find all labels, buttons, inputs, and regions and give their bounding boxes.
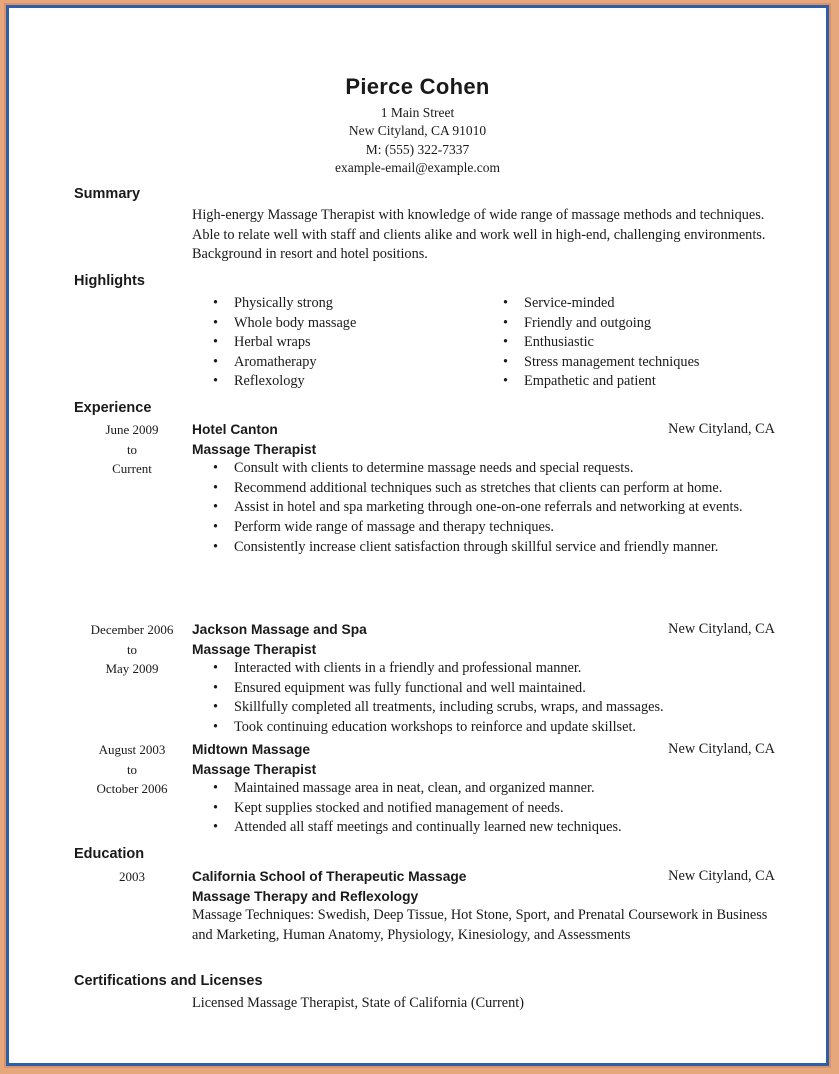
job-entry [192,620,775,738]
experience-heading: Experience [74,400,152,416]
job-dates [67,740,197,799]
highlight-item: • Aromatherapy [192,353,482,373]
job-bullet: • Consistently increase client satisfaction through skillful service and friendly manner. [192,538,775,558]
job-bullet: • Recommend additional techniques such as stretches that clients can perform at home. [192,479,775,499]
job-date-to: to [126,761,138,777]
job-bullet: • Maintained massage area in neat, clean, and organized manner. [192,779,775,799]
highlights-heading: Highlights [74,273,145,289]
job-bullet: • Took continuing education workshops to reinforce and update skillset. [192,718,775,738]
highlight-item: • Friendly and outgoing [482,314,782,334]
job-end-date: Current [112,461,152,477]
job-entry [192,740,775,838]
email-address: example-email@example.com [335,159,500,175]
highlights-left-column [192,294,482,392]
summary-heading: Summary [74,186,141,202]
job-date-to: to [126,641,138,657]
job-bullet: • Ensured equipment was fully functional and well maintained. [192,679,775,699]
education-entry [192,867,775,945]
job-bullet: • Consult with clients to determine massage needs and special requests. [192,459,775,479]
job-role: Massage Therapist [192,641,317,657]
job-role: Massage Therapist [192,761,317,777]
street-address: 1 Main Street [380,105,455,120]
school-name: California School of Therapeutic Massage [192,869,467,884]
candidate-name: Pierce Cohen [345,74,490,99]
resume-frame [6,5,829,1066]
job-employer: Midtown Massage [192,742,311,757]
job-start-date: June 2009 [105,422,159,437]
job-bullet: • Perform wide range of massage and therapy techniques. [192,518,775,538]
certifications-heading: Certifications and Licenses [74,973,263,989]
highlight-item: • Empathetic and patient [482,372,782,392]
highlight-item: • Stress management techniques [482,353,782,373]
highlight-item: • Reflexology [192,372,482,392]
highlight-item: • Service-minded [482,294,782,314]
highlights-right-column [482,294,782,392]
job-location: New Cityland, CA [668,621,775,637]
job-role: Massage Therapist [192,441,317,457]
highlight-item: • Whole body massage [192,314,482,334]
job-entry [192,420,775,557]
resume-header [9,74,826,177]
job-location: New Cityland, CA [668,421,775,437]
job-dates [67,620,197,679]
highlight-item: • Enthusiastic [482,333,782,353]
job-employer: Jackson Massage and Spa [192,622,367,637]
resume-page [9,8,826,1063]
education-heading: Education [74,846,145,862]
education-details: Massage Techniques: Swedish, Deep Tissue, Hot Stone, Sport, and Prenatal Coursework in Business and Marketing, Human Anatomy, Physiology, Kinesiology, and Assessments [192,907,768,943]
job-bullet: • Interacted with clients in a friendly and professional manner. [192,659,775,679]
highlight-item: • Physically strong [192,294,482,314]
city-address: New Cityland, CA 91010 [348,123,487,139]
job-employer: Hotel Canton [192,422,278,437]
job-bullet: • Kept supplies stocked and notified management of needs. [192,799,775,819]
job-location: New Cityland, CA [668,741,775,757]
phone-number: M: (555) 322-7337 [365,141,470,157]
certification-text: Licensed Massage Therapist, State of California (Current) [192,995,525,1011]
degree-name: Massage Therapy and Reflexology [192,888,419,904]
job-dates [67,420,197,479]
job-start-date: December 2006 [90,622,174,637]
summary-text: High-energy Massage Therapist with knowledge of wide range of massage methods and techniques. Able to relate well with staff and clients alike and work well in high-end, challenging environments. Background in resort and hotel positions. [192,207,766,263]
job-bullet: • Skillfully completed all treatments, including scrubs, wraps, and massages. [192,698,775,718]
job-start-date: August 2003 [98,742,166,757]
job-bullet: • Assist in hotel and spa marketing through one-on-one referrals and networking at events. [192,498,775,518]
school-location: New Cityland, CA [668,868,775,884]
job-bullet: • Attended all staff meetings and continually learned new techniques. [192,818,775,838]
job-date-to: to [126,441,138,457]
education-year: 2003 [119,869,145,884]
job-end-date: October 2006 [96,781,168,797]
highlight-item: • Herbal wraps [192,333,482,353]
job-end-date: May 2009 [105,661,159,677]
